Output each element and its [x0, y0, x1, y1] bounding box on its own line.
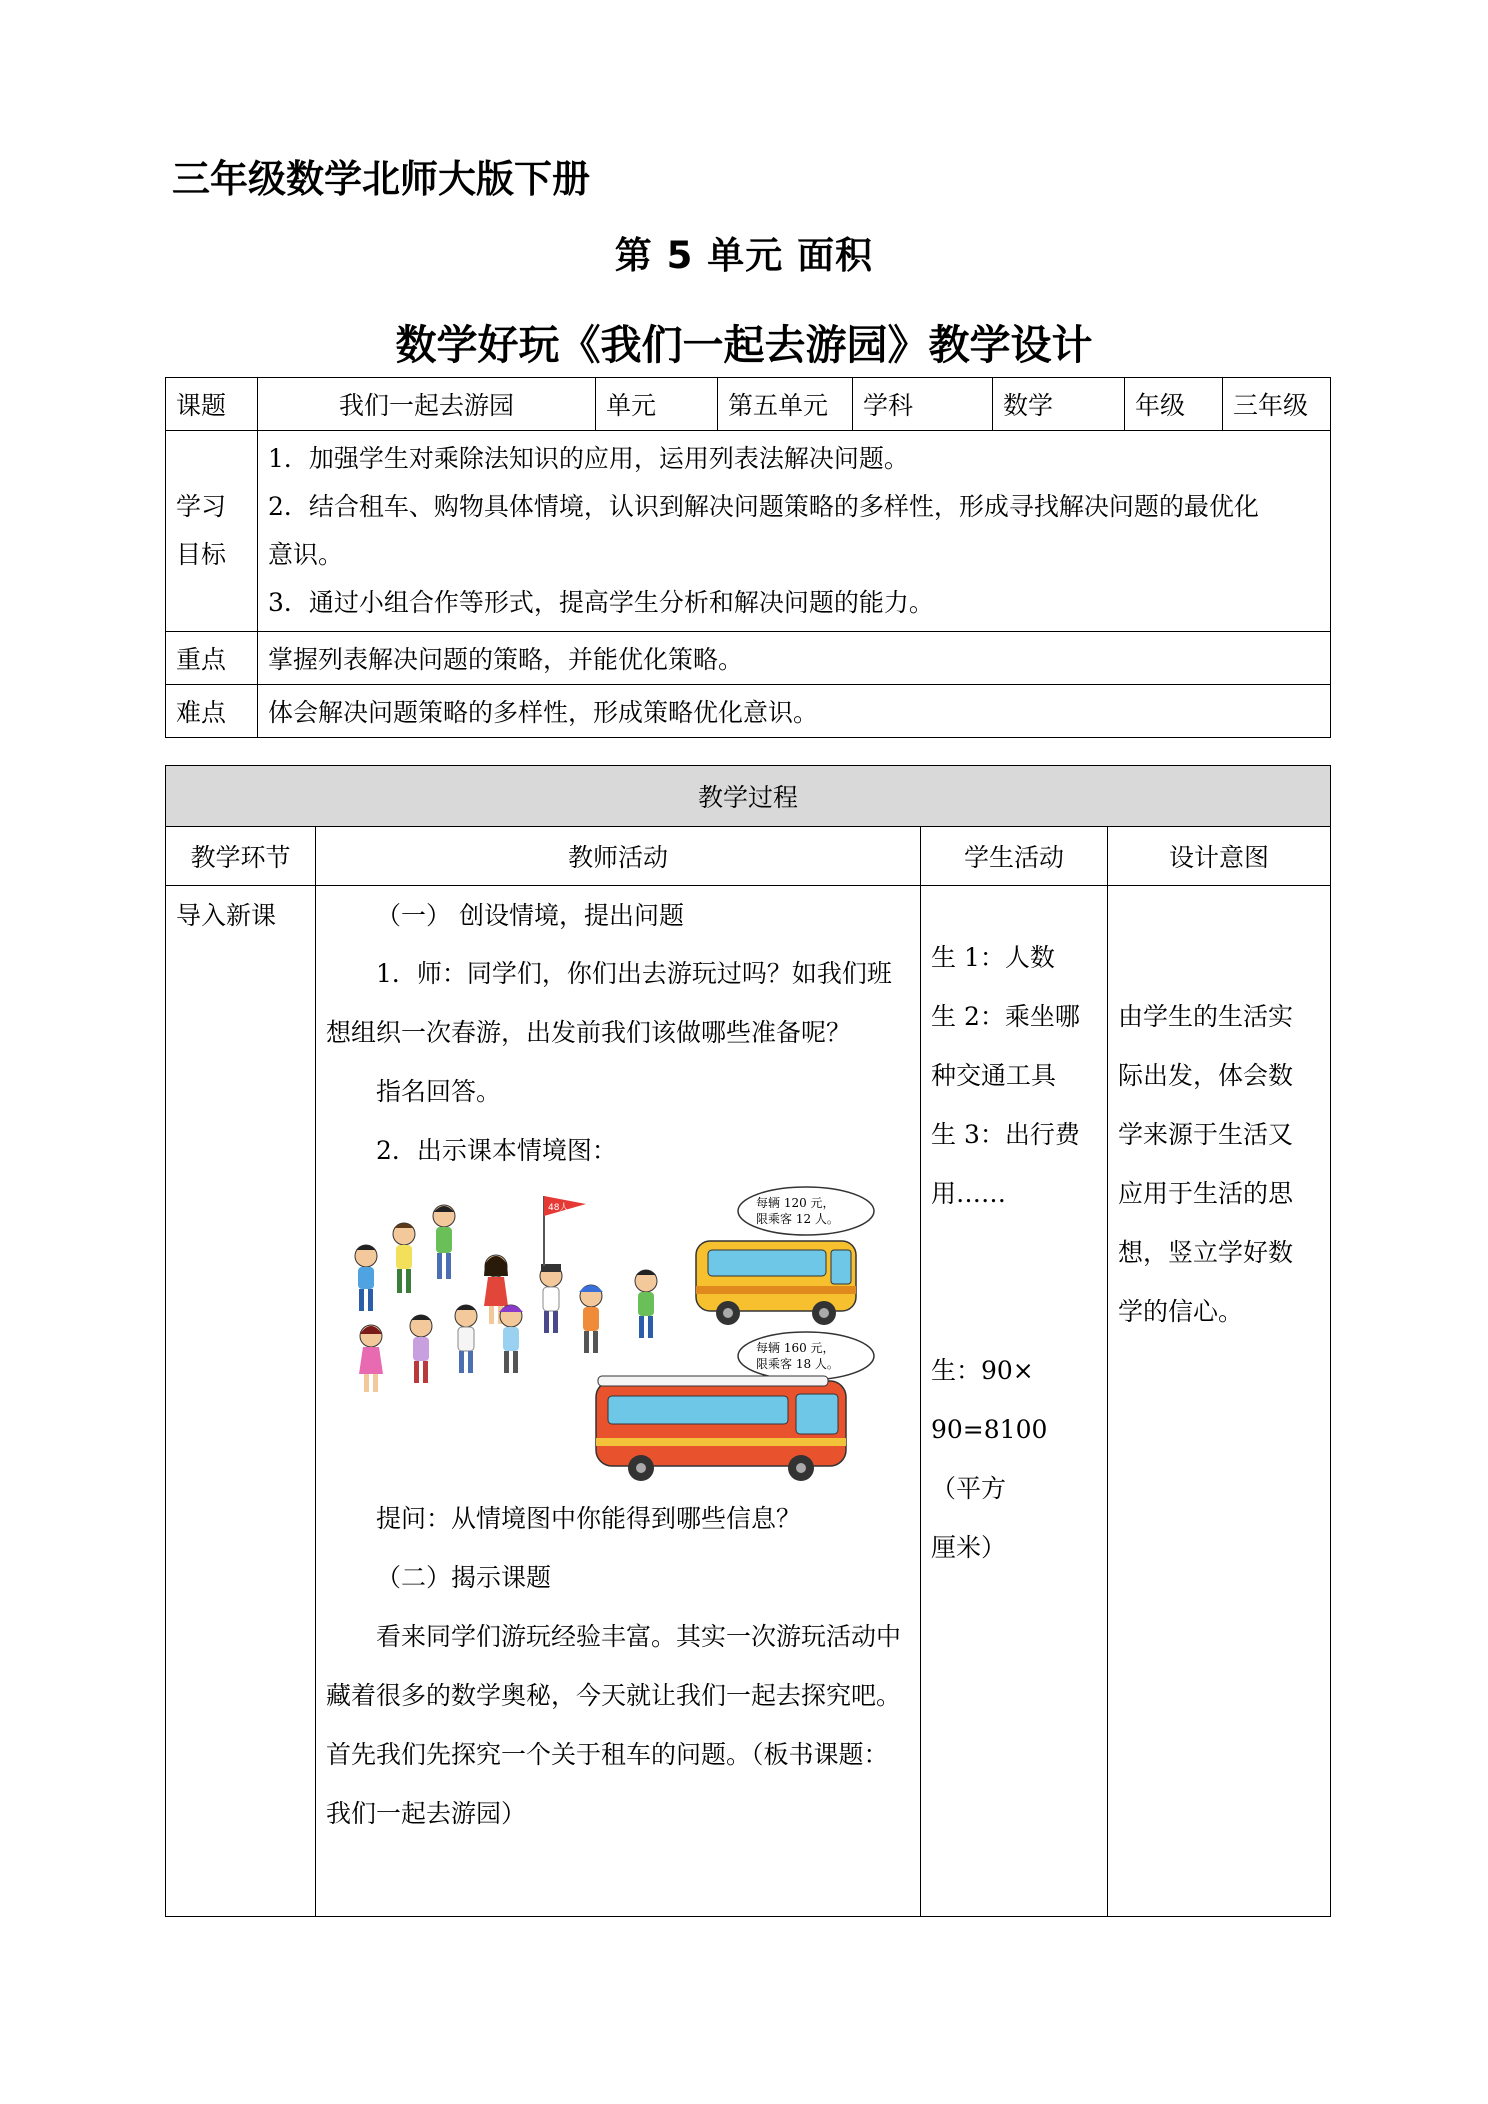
student-line: 生：90× [931, 1356, 1034, 1385]
topic-row [166, 378, 1331, 431]
goal-line: 意识。 [268, 540, 344, 569]
header-grade-book: 三年级数学北师大版下册 [172, 157, 591, 201]
grade-value: 三年级 [1223, 378, 1331, 431]
student-line: 用…… [931, 1179, 1007, 1208]
bubble-2-line-1: 每辆 160 元， [756, 1341, 835, 1355]
subject-label: 学科 [853, 378, 993, 431]
goals-label-line: 学习 [176, 492, 227, 521]
process-table [165, 765, 1331, 1917]
goal-line: 3．通过小组合作等形式，提高学生分析和解决问题的能力。 [268, 588, 934, 617]
teacher-line: 指名回答。 [376, 1077, 502, 1106]
children-group-icon [355, 1205, 657, 1392]
stage-label: 导入新课 [176, 901, 277, 930]
difficulty-label: 难点 [166, 685, 258, 738]
teacher-paragraph: 看来同学们游玩经验丰富。其实一次游玩活动中藏着很多的数学奥秘，今天就让我们一起去探究吧。首先我们先探究一个关于租车的问题。（板书课题：我们一起去游园） [326, 1622, 902, 1828]
teacher-activity [316, 886, 921, 1917]
goals-row [166, 431, 1331, 632]
student-line: 生 2：乘坐哪 [931, 1002, 1080, 1031]
bus-icon [596, 1376, 846, 1481]
student-line: 90=8100（平方 [931, 1415, 1048, 1503]
student-line: 厘米） [931, 1533, 1007, 1562]
stage-cell [166, 886, 316, 1917]
info-table [165, 377, 1331, 738]
difficulty-value: 体会解决问题策略的多样性，形成策略优化意识。 [258, 685, 1331, 738]
student-line: 生 1：人数 [931, 943, 1055, 972]
bubble-1-line-1: 每辆 120 元， [756, 1196, 835, 1210]
grade-label: 年级 [1125, 378, 1223, 431]
speech-bubble-icon [738, 1187, 874, 1235]
subject-value: 数学 [993, 378, 1125, 431]
goal-line: 1．加强学生对乘除法知识的应用，运用列表法解决问题。 [268, 444, 909, 473]
teacher-line: 1．师：同学们，你们出去游玩过吗？如我们班想组织一次春游，出发前我们该做哪些准备呢？ [326, 959, 892, 1047]
header-unit: 第 5 单元 面积 [614, 234, 874, 277]
teacher-section-2: （二）揭示课题 [376, 1563, 552, 1592]
intent-line: 由学生的生活实 [1118, 1002, 1294, 1031]
key-value: 掌握列表解决问题的策略，并能优化策略。 [258, 632, 1331, 685]
process-row [166, 886, 1331, 1917]
process-title: 教学过程 [166, 766, 1331, 827]
bubble-1-line-2: 限乘客 12 人。 [756, 1212, 839, 1226]
bubble-2-line-2: 限乘客 18 人。 [756, 1357, 839, 1371]
design-intent [1108, 886, 1331, 1917]
intent-line: 想，竖立学好数 [1118, 1238, 1294, 1267]
document-title: 数学好玩《我们一起去游园》教学设计 [395, 321, 1093, 369]
speech-bubble-icon [738, 1332, 874, 1380]
intent-line: 应用于生活的思 [1118, 1179, 1294, 1208]
key-row [166, 632, 1331, 685]
topic-value: 我们一起去游园 [258, 378, 596, 431]
intent-line: 学来源于生活又 [1118, 1120, 1294, 1149]
intent-line: 学的信心。 [1118, 1297, 1244, 1326]
column-header: 学生活动 [921, 827, 1108, 886]
intent-line: 际出发，体会数 [1118, 1061, 1294, 1090]
flag-icon [544, 1196, 586, 1266]
unit-label: 单元 [596, 378, 718, 431]
teacher-question: 提问：从情境图中你能得到哪些信息？ [376, 1504, 802, 1533]
column-header: 教学环节 [166, 827, 316, 886]
student-line: 生 3：出行费 [931, 1120, 1080, 1149]
goals-content [258, 431, 1331, 632]
unit-value: 第五单元 [718, 378, 853, 431]
goals-label-line: 目标 [176, 540, 227, 569]
topic-label: 课题 [166, 378, 258, 431]
student-line: 种交通工具 [931, 1061, 1057, 1090]
goal-line: 2．结合租车、购物具体情境，认识到解决问题策略的多样性，形成寻找解决问题的最优化 [268, 492, 1259, 521]
key-label: 重点 [166, 632, 258, 685]
goals-label [166, 431, 258, 632]
student-activity [921, 886, 1108, 1917]
column-header: 设计意图 [1108, 827, 1331, 886]
flag-text: 48人 [548, 1203, 569, 1213]
scene-illustration [336, 1186, 876, 1481]
teacher-section-1: （一） 创设情境，提出问题 [376, 901, 684, 930]
difficulty-row [166, 685, 1331, 738]
process-header-row [166, 827, 1331, 886]
column-header: 教师活动 [316, 827, 921, 886]
teacher-line: 2．出示课本情境图： [376, 1136, 617, 1165]
minibus-icon [696, 1241, 856, 1325]
